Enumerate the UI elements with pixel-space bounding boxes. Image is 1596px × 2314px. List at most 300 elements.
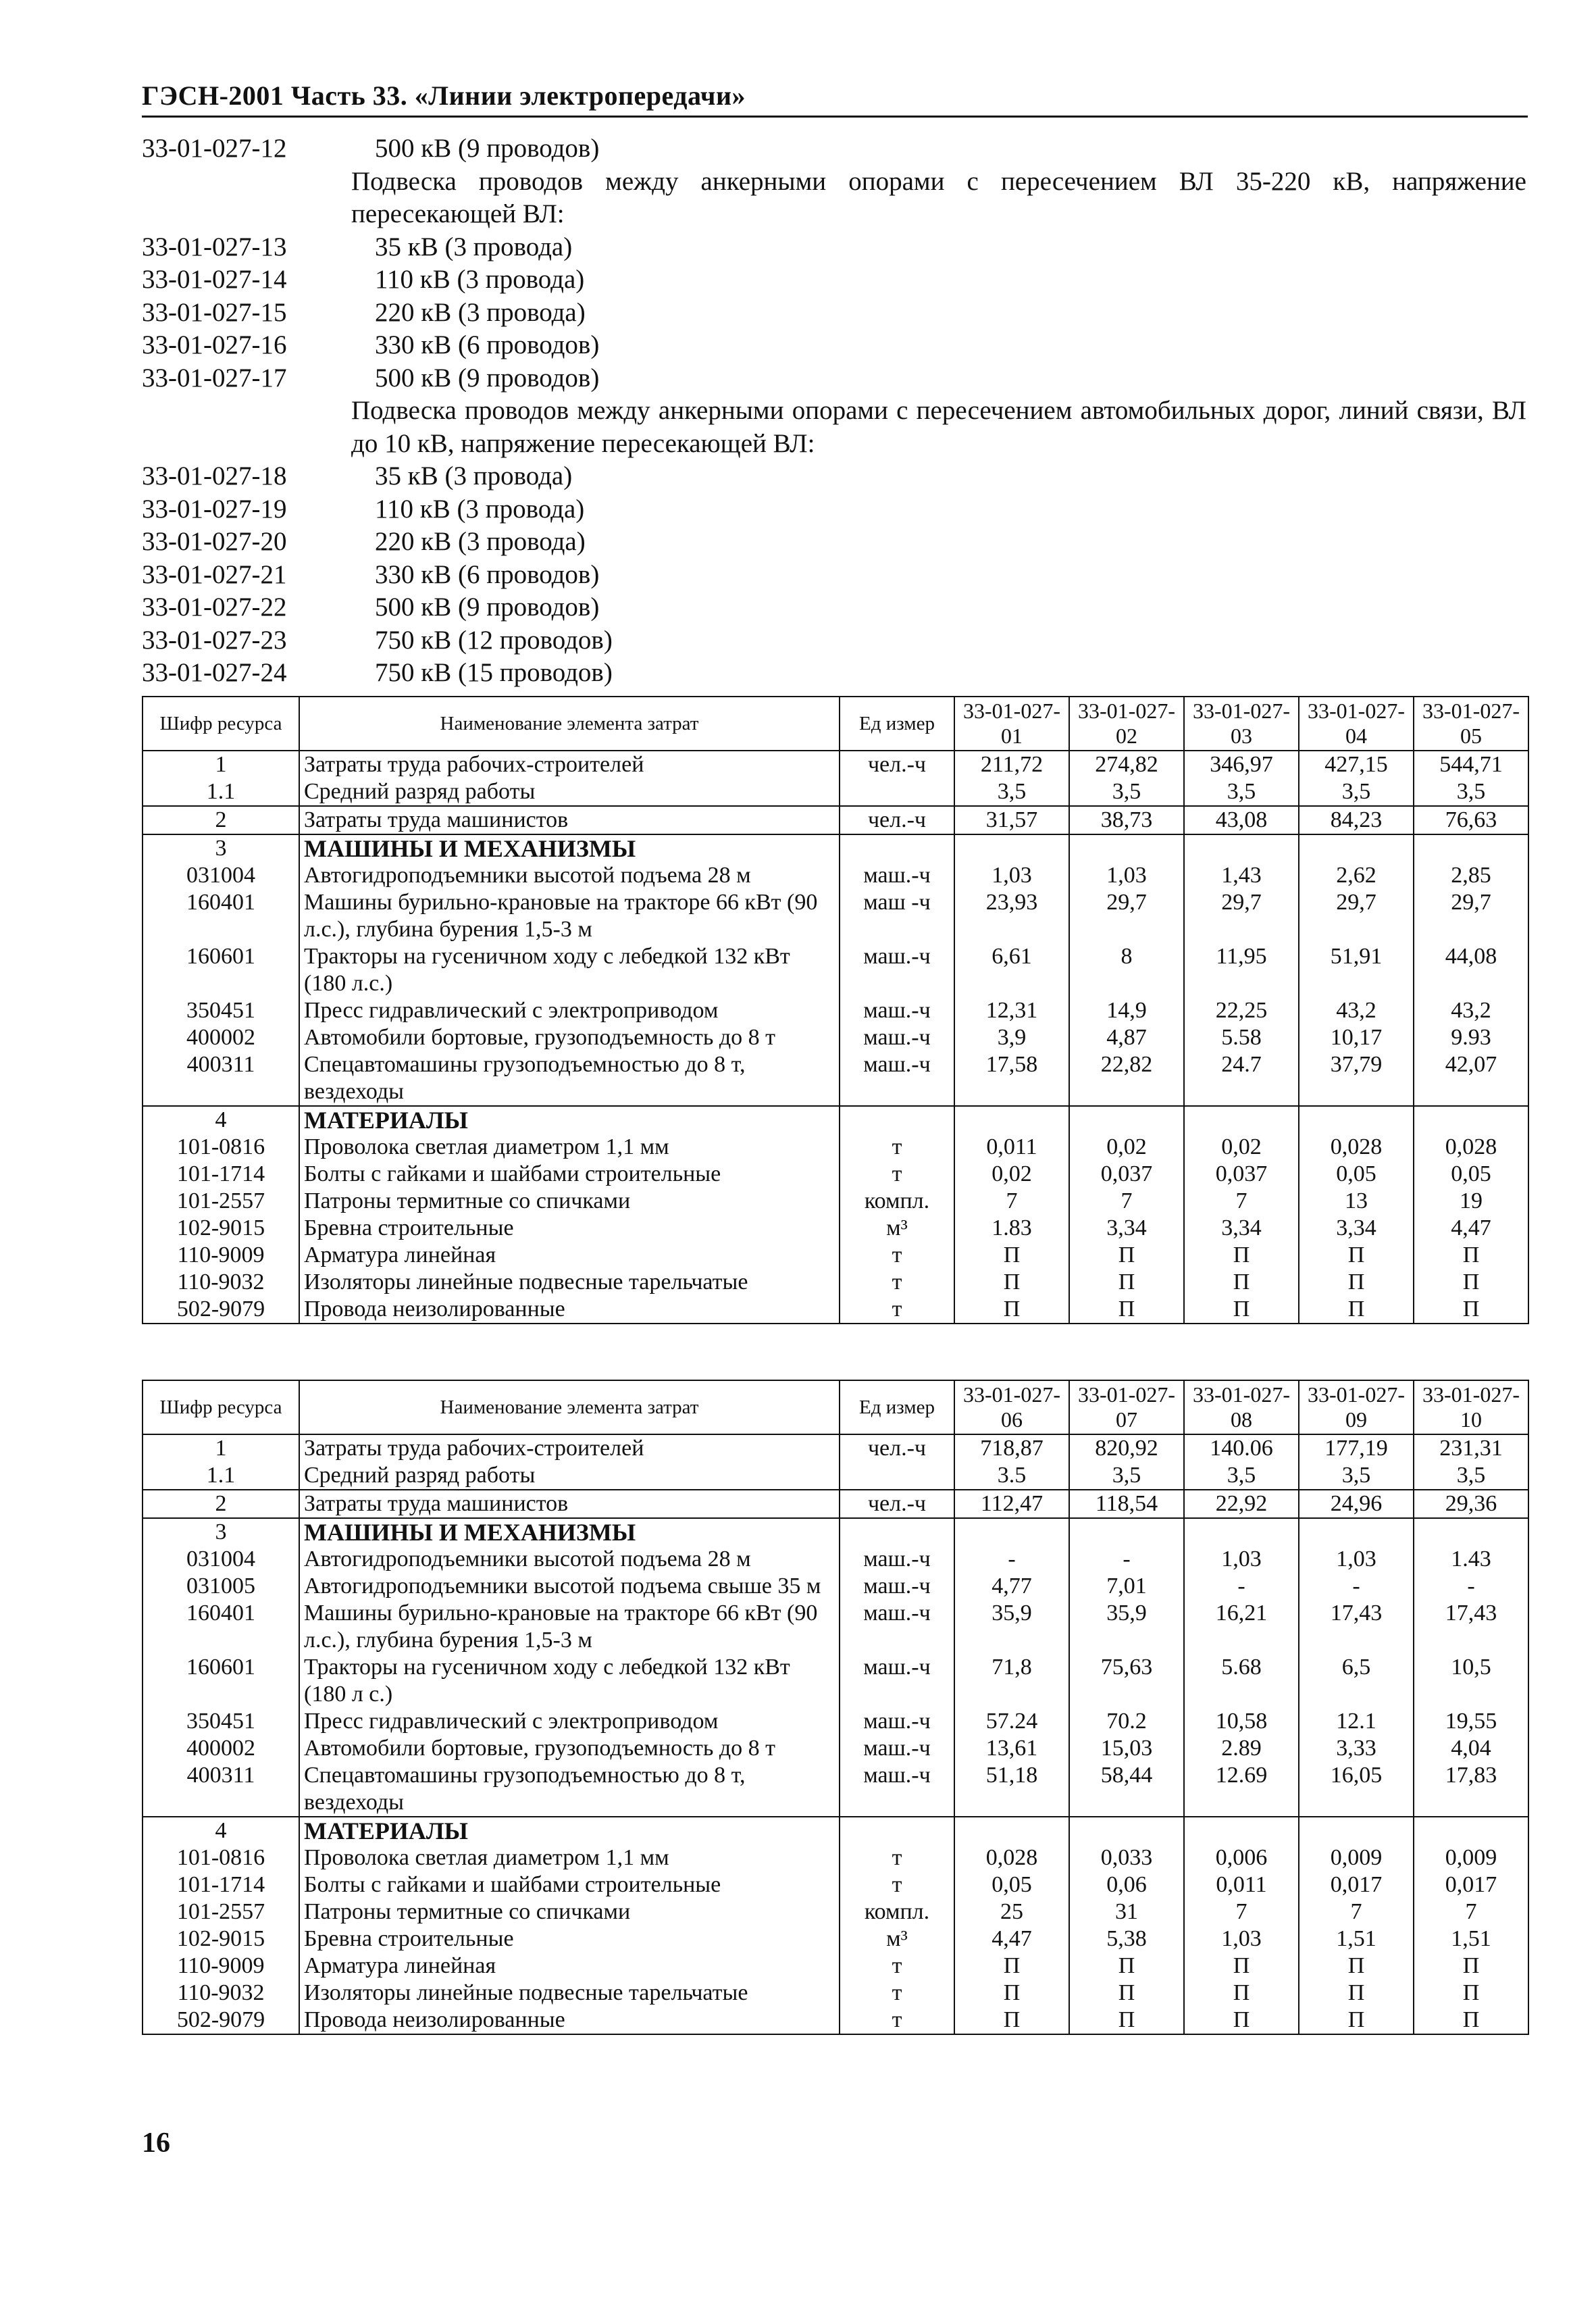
table-row bbox=[143, 2007, 1528, 2034]
section-intro: Подвеска проводов между анкерными опорами с пересечением автомобильных дорог, линий связи, ВЛ до 10 кВ, напряжение пересекающей ВЛ: bbox=[351, 396, 1526, 458]
value-cell: П bbox=[1069, 1953, 1184, 1980]
value-cell: 1,03 bbox=[1299, 1546, 1414, 1573]
unit-cell: маш.-ч bbox=[840, 1546, 954, 1573]
value-cell: 0,017 bbox=[1414, 1871, 1528, 1898]
table-row bbox=[143, 889, 1528, 943]
cost-element-name: Изоляторы линейные подвесные тарельчатые bbox=[299, 1980, 840, 2007]
table-row bbox=[143, 1980, 1528, 2007]
value-cell: 37,79 bbox=[1299, 1051, 1414, 1106]
value-cell: 0,02 bbox=[1184, 1134, 1299, 1161]
code-line bbox=[142, 624, 1547, 657]
value-cell: 8 bbox=[1069, 943, 1184, 997]
value-cell: 31,57 bbox=[954, 806, 1069, 834]
value-cell: П bbox=[954, 1980, 1069, 2007]
code-line bbox=[142, 493, 1547, 526]
value-cell: 544,71 bbox=[1414, 751, 1528, 778]
value-cell: П bbox=[1414, 1296, 1528, 1324]
value-cell: 75,63 bbox=[1069, 1654, 1184, 1708]
norm-description: 220 кВ (3 провода) bbox=[375, 527, 586, 556]
value-cell: П bbox=[1299, 1980, 1414, 2007]
resource-code: 110-9009 bbox=[143, 1953, 299, 1980]
resource-code: 110-9009 bbox=[143, 1242, 299, 1269]
resource-code: 400311 bbox=[143, 1051, 299, 1106]
value-cell: 346,97 bbox=[1184, 751, 1299, 778]
value-cell: 17,43 bbox=[1414, 1600, 1528, 1654]
resource-code: 031004 bbox=[143, 862, 299, 889]
table-row bbox=[143, 1161, 1528, 1188]
code-line bbox=[142, 591, 1547, 624]
unit-cell: маш.-ч bbox=[840, 1024, 954, 1051]
resource-code: 2 bbox=[143, 1490, 299, 1518]
cost-element-name: Затраты труда рабочих-строителей bbox=[299, 1434, 840, 1462]
value-cell: 7 bbox=[1184, 1188, 1299, 1215]
norm-code: 33-01-027-13 bbox=[142, 232, 287, 261]
resource-code: 102-9015 bbox=[143, 1926, 299, 1953]
value-cell: П bbox=[954, 1953, 1069, 1980]
value-cell: 15,03 bbox=[1069, 1735, 1184, 1762]
unit-cell: маш.-ч bbox=[840, 1762, 954, 1817]
table-row bbox=[143, 1762, 1528, 1817]
table-row bbox=[143, 1844, 1528, 1871]
value-cell: 0,006 bbox=[1184, 1844, 1299, 1871]
cost-element-name: Проволока светлая диаметром 1,1 мм bbox=[299, 1134, 840, 1161]
value-cell: 17,83 bbox=[1414, 1762, 1528, 1817]
value-cell: 0,02 bbox=[1069, 1134, 1184, 1161]
unit-cell bbox=[840, 1462, 954, 1490]
unit-cell: маш.-ч bbox=[840, 1654, 954, 1708]
cost-element-name: Затраты труда машинистов bbox=[299, 1490, 840, 1518]
table-row bbox=[143, 1735, 1528, 1762]
norm-description: 220 кВ (3 провода) bbox=[375, 297, 586, 327]
value-cell: 1,51 bbox=[1299, 1926, 1414, 1953]
value-cell: 13,61 bbox=[954, 1735, 1069, 1762]
cost-element-name: Автогидроподъемники высотой подъема свыше 35 м bbox=[299, 1573, 840, 1600]
value-cell: 3.5 bbox=[954, 1462, 1069, 1490]
value-cell: П bbox=[1299, 2007, 1414, 2034]
value-cell: 118,54 bbox=[1069, 1490, 1184, 1518]
value-cell: П bbox=[1069, 1242, 1184, 1269]
unit-cell: маш.-ч bbox=[840, 1600, 954, 1654]
norm-code: 33-01-027-17 bbox=[142, 363, 287, 393]
value-cell: 1,51 bbox=[1414, 1926, 1528, 1953]
unit-cell: маш.-ч bbox=[840, 1051, 954, 1106]
cost-element-name: Проволока светлая диаметром 1,1 мм bbox=[299, 1844, 840, 1871]
value-cell: 22,25 bbox=[1184, 997, 1299, 1024]
norm-code: 33-01-027-20 bbox=[142, 527, 287, 556]
value-cell: 24.7 bbox=[1184, 1051, 1299, 1106]
cost-element-name: Провода неизолированные bbox=[299, 2007, 840, 2034]
empty-cell bbox=[840, 1106, 954, 1134]
value-cell: 0,011 bbox=[1184, 1871, 1299, 1898]
table-header-row bbox=[143, 1380, 1528, 1434]
table-row bbox=[143, 1926, 1528, 1953]
value-cell: П bbox=[1414, 1242, 1528, 1269]
value-cell: 31 bbox=[1069, 1898, 1184, 1926]
resource-code: 502-9079 bbox=[143, 2007, 299, 2034]
value-cell: 7 bbox=[1069, 1188, 1184, 1215]
norm-code: 33-01-027-21 bbox=[142, 559, 287, 589]
unit-cell: т bbox=[840, 1134, 954, 1161]
value-cell: П bbox=[1299, 1242, 1414, 1269]
header-unit: Ед измер bbox=[840, 697, 954, 751]
value-cell: 35,9 bbox=[954, 1600, 1069, 1654]
empty-cell bbox=[1299, 1817, 1414, 1844]
empty-cell bbox=[1414, 1518, 1528, 1546]
value-cell: 51,18 bbox=[954, 1762, 1069, 1817]
value-cell: П bbox=[1414, 1953, 1528, 1980]
norm-description: 35 кВ (3 провода) bbox=[375, 461, 573, 491]
value-cell: 1.83 bbox=[954, 1215, 1069, 1242]
value-cell: 274,82 bbox=[1069, 751, 1184, 778]
code-line bbox=[142, 329, 1547, 362]
code-line bbox=[142, 526, 1547, 559]
value-cell: 0,028 bbox=[1299, 1134, 1414, 1161]
section-title: МАШИНЫ И МЕХАНИЗМЫ bbox=[299, 834, 840, 862]
header-code: Шифр ресурса bbox=[143, 1380, 299, 1434]
table-row bbox=[143, 1708, 1528, 1735]
value-cell: 10,5 bbox=[1414, 1654, 1528, 1708]
norm-description: 750 кВ (15 проводов) bbox=[375, 658, 613, 687]
value-cell: 3,5 bbox=[1069, 778, 1184, 806]
value-cell: - bbox=[1069, 1546, 1184, 1573]
code-line bbox=[142, 263, 1547, 297]
value-cell: П bbox=[1184, 1269, 1299, 1296]
norm-description: 330 кВ (6 проводов) bbox=[375, 330, 600, 359]
value-cell: 58,44 bbox=[1069, 1762, 1184, 1817]
value-cell: 24,96 bbox=[1299, 1490, 1414, 1518]
resource-code: 102-9015 bbox=[143, 1215, 299, 1242]
code-list bbox=[142, 132, 1547, 690]
unit-cell: т bbox=[840, 1161, 954, 1188]
value-cell: 1,03 bbox=[1184, 1546, 1299, 1573]
section-title: МАТЕРИАЛЫ bbox=[299, 1817, 840, 1844]
cost-element-name: Автомобили бортовые, грузоподъемность до 8 т bbox=[299, 1735, 840, 1762]
value-cell: 13 bbox=[1299, 1188, 1414, 1215]
header-name: Наименование элемента затрат bbox=[299, 1380, 840, 1434]
value-cell: 3,5 bbox=[1414, 1462, 1528, 1490]
norm-code: 33-01-027-14 bbox=[142, 265, 287, 294]
resource-code: 101-1714 bbox=[143, 1871, 299, 1898]
norm-description: 750 кВ (12 проводов) bbox=[375, 625, 613, 655]
value-cell: 43,2 bbox=[1299, 997, 1414, 1024]
cost-element-name: Спецавтомашины грузоподъемностью до 8 т, вездеходы bbox=[299, 1762, 840, 1817]
empty-cell bbox=[840, 834, 954, 862]
resource-code: 160601 bbox=[143, 943, 299, 997]
table-row bbox=[143, 1654, 1528, 1708]
cost-element-name: Тракторы на гусеничном ходу с лебедкой 132 кВт (180 л с.) bbox=[299, 1654, 840, 1708]
resource-code: 031005 bbox=[143, 1573, 299, 1600]
empty-cell bbox=[1184, 1518, 1299, 1546]
norm-description: 110 кВ (3 провода) bbox=[375, 494, 585, 524]
code-line bbox=[142, 362, 1547, 395]
unit-cell: т bbox=[840, 2007, 954, 2034]
cost-element-name: Затраты труда рабочих-строителей bbox=[299, 751, 840, 778]
cost-element-name: Затраты труда машинистов bbox=[299, 806, 840, 834]
resource-code: 400002 bbox=[143, 1024, 299, 1051]
value-cell: П bbox=[1414, 1269, 1528, 1296]
header-norm-column: 33-01-027-09 bbox=[1299, 1380, 1414, 1434]
value-cell: 17,58 bbox=[954, 1051, 1069, 1106]
unit-cell: т bbox=[840, 1980, 954, 2007]
resource-code: 160601 bbox=[143, 1654, 299, 1708]
value-cell: П bbox=[1184, 1296, 1299, 1324]
value-cell: 29,7 bbox=[1299, 889, 1414, 943]
value-cell: 29,7 bbox=[1414, 889, 1528, 943]
empty-cell bbox=[1414, 1817, 1528, 1844]
header-norm-column: 33-01-027-05 bbox=[1414, 697, 1528, 751]
header-norm-column: 33-01-027-06 bbox=[954, 1380, 1069, 1434]
resource-code: 110-9032 bbox=[143, 1980, 299, 2007]
table-row bbox=[143, 1462, 1528, 1490]
resource-code: 350451 bbox=[143, 1708, 299, 1735]
resource-code: 1.1 bbox=[143, 778, 299, 806]
value-cell: 0,037 bbox=[1069, 1161, 1184, 1188]
unit-cell: т bbox=[840, 1269, 954, 1296]
header-norm-column: 33-01-027-01 bbox=[954, 697, 1069, 751]
value-cell: П bbox=[1069, 1296, 1184, 1324]
value-cell: 427,15 bbox=[1299, 751, 1414, 778]
resource-code: 4 bbox=[143, 1817, 299, 1844]
value-cell: П bbox=[1069, 1980, 1184, 2007]
cost-element-name: Патроны термитные со спичками bbox=[299, 1188, 840, 1215]
value-cell: 4,47 bbox=[1414, 1215, 1528, 1242]
table-row bbox=[143, 1518, 1528, 1546]
resource-code: 101-1714 bbox=[143, 1161, 299, 1188]
table-row bbox=[143, 1434, 1528, 1462]
value-cell: 11,95 bbox=[1184, 943, 1299, 997]
value-cell: 22,82 bbox=[1069, 1051, 1184, 1106]
code-line bbox=[142, 559, 1547, 592]
value-cell: 0,028 bbox=[1414, 1134, 1528, 1161]
value-cell: 0,05 bbox=[1414, 1161, 1528, 1188]
value-cell: 7 bbox=[1184, 1898, 1299, 1926]
cost-element-name: Машины бурильно-крановые на тракторе 66 кВт (90 л.с.), глубина бурения 1,5-3 м bbox=[299, 889, 840, 943]
table-row bbox=[143, 1051, 1528, 1106]
code-line bbox=[142, 657, 1547, 690]
cost-element-name: Средний разряд работы bbox=[299, 1462, 840, 1490]
value-cell: 0,009 bbox=[1414, 1844, 1528, 1871]
header-norm-column: 33-01-027-04 bbox=[1299, 697, 1414, 751]
resource-code: 101-2557 bbox=[143, 1188, 299, 1215]
value-cell: - bbox=[1414, 1573, 1528, 1600]
value-cell: 43,08 bbox=[1184, 806, 1299, 834]
table-row bbox=[143, 806, 1528, 834]
value-cell: П bbox=[1184, 1242, 1299, 1269]
resource-table-2 bbox=[142, 1380, 1529, 2035]
unit-cell: маш.-ч bbox=[840, 943, 954, 997]
cost-element-name: Болты с гайками и шайбами строительные bbox=[299, 1871, 840, 1898]
resource-code: 101-2557 bbox=[143, 1898, 299, 1926]
norm-description: 500 кВ (9 проводов) bbox=[375, 593, 600, 622]
value-cell: 1.43 bbox=[1414, 1546, 1528, 1573]
unit-cell: т bbox=[840, 1953, 954, 1980]
cost-element-name: Провода неизолированные bbox=[299, 1296, 840, 1324]
value-cell: 7 bbox=[1414, 1898, 1528, 1926]
empty-cell bbox=[1414, 1106, 1528, 1134]
unit-cell: чел.-ч bbox=[840, 806, 954, 834]
page-number: 16 bbox=[142, 2128, 170, 2159]
value-cell: 7 bbox=[954, 1188, 1069, 1215]
unit-cell: чел.-ч bbox=[840, 1434, 954, 1462]
table-header-row bbox=[143, 697, 1528, 751]
resource-code: 502-9079 bbox=[143, 1296, 299, 1324]
value-cell: 0,033 bbox=[1069, 1844, 1184, 1871]
value-cell: 12.69 bbox=[1184, 1762, 1299, 1817]
value-cell: 70.2 bbox=[1069, 1708, 1184, 1735]
empty-cell bbox=[840, 1518, 954, 1546]
resource-code: 031004 bbox=[143, 1546, 299, 1573]
value-cell: 25 bbox=[954, 1898, 1069, 1926]
table-row bbox=[143, 1817, 1528, 1844]
value-cell: 0,05 bbox=[954, 1871, 1069, 1898]
norm-description: 330 кВ (6 проводов) bbox=[375, 559, 600, 589]
value-cell: 0,05 bbox=[1299, 1161, 1414, 1188]
value-cell: П bbox=[1184, 1980, 1299, 2007]
value-cell: 9.93 bbox=[1414, 1024, 1528, 1051]
value-cell: 35,9 bbox=[1069, 1600, 1184, 1654]
code-line bbox=[142, 132, 1547, 166]
value-cell: 43,2 bbox=[1414, 997, 1528, 1024]
value-cell: 12.1 bbox=[1299, 1708, 1414, 1735]
cost-element-name: Болты с гайками и шайбами строительные bbox=[299, 1161, 840, 1188]
value-cell: 1,03 bbox=[1184, 1926, 1299, 1953]
cost-element-name: Автомобили бортовые, грузоподъемность до 8 т bbox=[299, 1024, 840, 1051]
norm-description: 35 кВ (3 провода) bbox=[375, 232, 573, 261]
cost-element-name: Арматура линейная bbox=[299, 1953, 840, 1980]
value-cell: 0,037 bbox=[1184, 1161, 1299, 1188]
value-cell: 3,34 bbox=[1069, 1215, 1184, 1242]
norm-code: 33-01-027-16 bbox=[142, 330, 287, 359]
value-cell: 0,011 bbox=[954, 1134, 1069, 1161]
unit-cell: м³ bbox=[840, 1926, 954, 1953]
empty-cell bbox=[1069, 834, 1184, 862]
empty-cell bbox=[1414, 834, 1528, 862]
empty-cell bbox=[1184, 1106, 1299, 1134]
table-row bbox=[143, 1953, 1528, 1980]
value-cell: 17,43 bbox=[1299, 1600, 1414, 1654]
value-cell: 5.68 bbox=[1184, 1654, 1299, 1708]
resource-table-1 bbox=[142, 696, 1529, 1324]
value-cell: П bbox=[1299, 1269, 1414, 1296]
section-title: МАТЕРИАЛЫ bbox=[299, 1106, 840, 1134]
table-row bbox=[143, 1024, 1528, 1051]
header-norm-column: 33-01-027-10 bbox=[1414, 1380, 1528, 1434]
header-norm-column: 33-01-027-03 bbox=[1184, 697, 1299, 751]
cost-element-name: Машины бурильно-крановые на тракторе 66 кВт (90 л.с.), глубина бурения 1,5-3 м bbox=[299, 1600, 840, 1654]
header-norm-column: 33-01-027-07 bbox=[1069, 1380, 1184, 1434]
resource-code: 400311 bbox=[143, 1762, 299, 1817]
unit-cell: т bbox=[840, 1871, 954, 1898]
value-cell: 4,77 bbox=[954, 1573, 1069, 1600]
section-intro: Подвеска проводов между анкерными опорами с пересечением ВЛ 35-220 кВ, напряжение пересекающей ВЛ: bbox=[351, 166, 1526, 228]
unit-cell: маш.-ч bbox=[840, 997, 954, 1024]
value-cell: П bbox=[1299, 1296, 1414, 1324]
norm-code: 33-01-027-18 bbox=[142, 461, 287, 491]
value-cell: 4,04 bbox=[1414, 1735, 1528, 1762]
resource-code: 1.1 bbox=[143, 1462, 299, 1490]
empty-cell bbox=[1069, 1106, 1184, 1134]
section-title: МАШИНЫ И МЕХАНИЗМЫ bbox=[299, 1518, 840, 1546]
value-cell: П bbox=[1414, 2007, 1528, 2034]
value-cell: 0,06 bbox=[1069, 1871, 1184, 1898]
value-cell: 3,5 bbox=[1299, 1462, 1414, 1490]
value-cell: 51,91 bbox=[1299, 943, 1414, 997]
value-cell: 1,03 bbox=[1069, 862, 1184, 889]
value-cell: 4,87 bbox=[1069, 1024, 1184, 1051]
norm-code: 33-01-027-19 bbox=[142, 494, 287, 524]
value-cell: П bbox=[1069, 2007, 1184, 2034]
table-row bbox=[143, 751, 1528, 778]
unit-cell: чел.-ч bbox=[840, 1490, 954, 1518]
value-cell: 140.06 bbox=[1184, 1434, 1299, 1462]
value-cell: 19,55 bbox=[1414, 1708, 1528, 1735]
value-cell: 7 bbox=[1299, 1898, 1414, 1926]
page-header: ГЭСН-2001 Часть 33. «Линии электропередачи» bbox=[142, 80, 1528, 118]
cost-element-name: Спецавтомашины грузоподъемностью до 8 т, вездеходы bbox=[299, 1051, 840, 1106]
table-row bbox=[143, 1215, 1528, 1242]
cost-element-name: Тракторы на гусеничном ходу с лебедкой 132 кВт (180 л.с.) bbox=[299, 943, 840, 997]
value-cell: 3,9 bbox=[954, 1024, 1069, 1051]
table-row bbox=[143, 1490, 1528, 1518]
value-cell: 76,63 bbox=[1414, 806, 1528, 834]
value-cell: 71,8 bbox=[954, 1654, 1069, 1708]
value-cell: 19 bbox=[1414, 1188, 1528, 1215]
value-cell: 0,028 bbox=[954, 1844, 1069, 1871]
table-row bbox=[143, 997, 1528, 1024]
table-row bbox=[143, 1188, 1528, 1215]
norm-description: 500 кВ (9 проводов) bbox=[375, 363, 600, 393]
value-cell: 3,33 bbox=[1299, 1735, 1414, 1762]
value-cell: - bbox=[1299, 1573, 1414, 1600]
cost-element-name: Автогидроподъемники высотой подъема 28 м bbox=[299, 862, 840, 889]
value-cell: 3,5 bbox=[954, 778, 1069, 806]
resource-code: 4 bbox=[143, 1106, 299, 1134]
value-cell: 177,19 bbox=[1299, 1434, 1414, 1462]
empty-cell bbox=[954, 834, 1069, 862]
value-cell: 29,36 bbox=[1414, 1490, 1528, 1518]
value-cell: 231,31 bbox=[1414, 1434, 1528, 1462]
table-row bbox=[143, 1546, 1528, 1573]
value-cell: 820,92 bbox=[1069, 1434, 1184, 1462]
value-cell: 22,92 bbox=[1184, 1490, 1299, 1518]
norm-code: 33-01-027-22 bbox=[142, 593, 287, 622]
value-cell: 29,7 bbox=[1184, 889, 1299, 943]
resource-code: 160401 bbox=[143, 889, 299, 943]
empty-cell bbox=[954, 1817, 1069, 1844]
header-unit: Ед измер bbox=[840, 1380, 954, 1434]
cost-element-name: Автогидроподъемники высотой подъема 28 м bbox=[299, 1546, 840, 1573]
empty-cell bbox=[1299, 1518, 1414, 1546]
unit-cell: т bbox=[840, 1296, 954, 1324]
value-cell: 57.24 bbox=[954, 1708, 1069, 1735]
code-line bbox=[142, 460, 1547, 493]
value-cell: 3,5 bbox=[1184, 778, 1299, 806]
value-cell: 211,72 bbox=[954, 751, 1069, 778]
value-cell: 1,43 bbox=[1184, 862, 1299, 889]
empty-cell bbox=[840, 1817, 954, 1844]
unit-cell: чел.-ч bbox=[840, 751, 954, 778]
empty-cell bbox=[1184, 1817, 1299, 1844]
norm-description: 110 кВ (3 провода) bbox=[375, 265, 585, 294]
unit-cell: маш.-ч bbox=[840, 1573, 954, 1600]
header-norm-column: 33-01-027-08 bbox=[1184, 1380, 1299, 1434]
unit-cell: компл. bbox=[840, 1188, 954, 1215]
table-row bbox=[143, 1106, 1528, 1134]
value-cell: 3,5 bbox=[1299, 778, 1414, 806]
value-cell: 1,03 bbox=[954, 862, 1069, 889]
resource-code: 3 bbox=[143, 834, 299, 862]
empty-cell bbox=[1184, 834, 1299, 862]
